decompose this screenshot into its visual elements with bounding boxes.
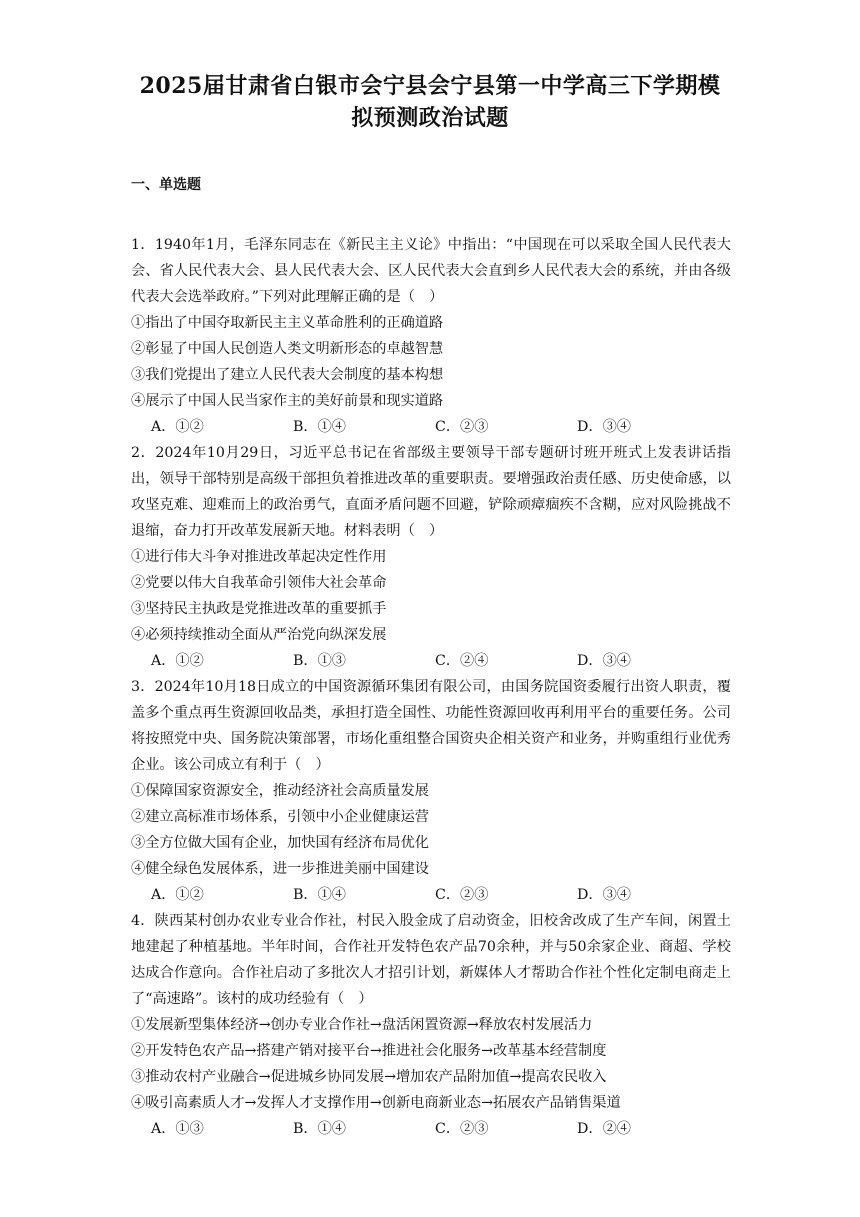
question-1-choice-d: D．③④ [577,419,631,435]
question-4 [131,908,731,1142]
question-3-choice-d: D．③④ [577,887,631,903]
section-heading: 一、单选题 [131,177,201,193]
question-3-stem: 3．2024年10月18日成立的中国资源循环集团有限公司，由国务院国资委履行出资人职责，覆盖多个重点再生资源回收品类，承担打造全国性、功能性资源回收再利用平台的重要任务。公司将按照党中央、国务院决策部署，市场化重组整合国资央企相关资产和业务，并购重组行业优秀企业。该公司成立有利于（ ） [131,679,731,773]
question-4-choices [131,1116,731,1142]
question-3 [131,674,731,908]
question-2-choice-c: C．②④ [435,653,489,669]
question-4-statement-3: ③推动农村产业融合→促进城乡协同发展→增加农产品附加值→提高农民收入 [131,1069,607,1085]
question-3-statement-4: ④健全绿色发展体系，进一步推进美丽中国建设 [131,861,429,877]
question-2-statement-1: ①进行伟大斗争对推进改革起决定性作用 [131,549,387,565]
question-1-choice-c: C．②③ [435,419,489,435]
question-1-statement-3: ③我们党提出了建立人民代表大会制度的基本构想 [131,367,444,383]
question-3-statement-3: ③全方位做大国有企业，加快国有经济布局优化 [131,835,429,851]
question-1 [131,232,731,440]
question-2 [131,440,731,674]
question-3-choice-a: A．①② [151,887,204,903]
document-title-line-2: 拟预测政治试题 [351,105,509,131]
question-4-statement-2: ②开发特色农产品→搭建产销对接平台→推进社会化服务→改革基本经营制度 [131,1043,607,1059]
question-2-statement-2: ②党要以伟大自我革命引领伟大社会革命 [131,575,387,591]
question-1-choice-a: A．①② [151,419,204,435]
question-2-choice-b: B．①③ [293,653,346,669]
question-4-statement-1: ①发展新型集体经济→创办专业合作社→盘活闲置资源→释放农村发展活力 [131,1017,593,1033]
question-3-choices [131,882,731,908]
question-4-statement-4: ④吸引高素质人才→发挥人才支撑作用→创新电商新业态→拓展农产品销售渠道 [131,1095,621,1111]
question-2-choices [131,648,731,674]
question-3-choice-b: B．①④ [293,887,346,903]
question-list [131,232,731,1142]
question-2-stem: 2．2024年10月29日，习近平总书记在省部级主要领导干部专题研讨班开班式上发表讲话指出，领导干部特别是高级干部担负着推进改革的重要职责。要增强政治责任感、历史使命感，以攻坚克难、迎难而上的政治勇气，直面矛盾问题不回避，铲除顽瘴痼疾不含糊，应对风险挑战不退缩，奋力打开改革发展新天地。材料表明（ ） [131,445,731,539]
question-3-statement-1: ①保障国家资源安全，推动经济社会高质量发展 [131,783,429,799]
question-4-choice-b: B．①④ [293,1121,346,1137]
document-title [60,70,800,134]
question-3-choice-c: C．②③ [435,887,489,903]
question-1-stem: 1．1940年1月，毛泽东同志在《新民主主义论》中指出：“中国现在可以采取全国人民代表大会、省人民代表大会、县人民代表大会、区人民代表大会直到乡人民代表大会的系统，并由各级代表大会选举政府。”下列对此理解正确的是（ ） [131,237,731,305]
question-1-statement-1: ①指出了中国夺取新民主主义革命胜利的正确道路 [131,315,444,331]
question-2-statement-3: ③坚持民主执政是党推进改革的重要抓手 [131,601,387,617]
question-4-stem: 4．陕西某村创办农业专业合作社，村民入股金成了启动资金，旧校舍改成了生产车间，闲置土地建起了种植基地。半年时间，合作社开发特色农产品70余种，并与50余家企业、商超、学校达成合作意向。合作社启动了多批次人才招引计划，新媒体人才帮助合作社个性化定制电商走上了“高速路”。该村的成功经验有（ ） [131,913,731,1007]
question-1-choice-b: B．①④ [293,419,346,435]
question-3-statement-2: ②建立高标准市场体系，引领中小企业健康运营 [131,809,429,825]
question-1-choices [131,414,731,440]
question-1-statement-2: ②彰显了中国人民创造人类文明新形态的卓越智慧 [131,341,444,357]
question-4-choice-d: D．②④ [577,1121,631,1137]
question-4-choice-c: C．②③ [435,1121,489,1137]
question-1-statement-4: ④展示了中国人民当家作主的美好前景和现实道路 [131,393,444,409]
question-2-choice-a: A．①② [151,653,204,669]
question-2-statement-4: ④必须持续推动全面从严治党向纵深发展 [131,627,387,643]
document-title-line-1: 2025届甘肃省白银市会宁县会宁县第一中学高三下学期模 [139,73,721,99]
question-4-choice-a: A．①③ [151,1121,204,1137]
question-2-choice-d: D．③④ [577,653,631,669]
